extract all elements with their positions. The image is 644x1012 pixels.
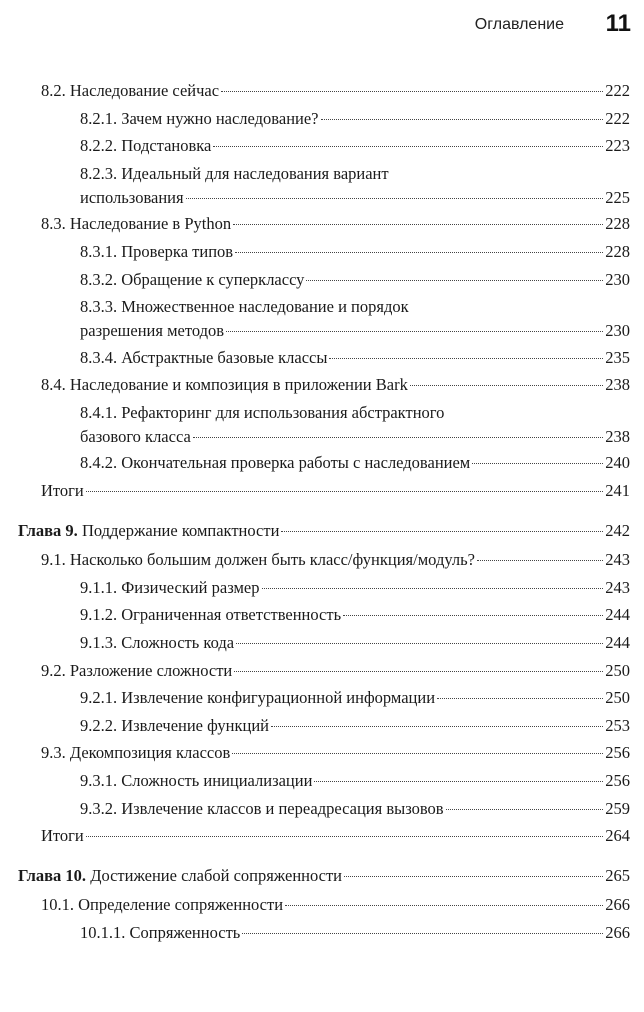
dot-leader bbox=[86, 836, 603, 837]
toc-entry[interactable] bbox=[80, 631, 630, 655]
chapter-label: Глава 9. bbox=[18, 520, 78, 540]
dot-leader bbox=[235, 252, 603, 253]
toc-page-number: 238 bbox=[605, 426, 630, 446]
toc-entry[interactable] bbox=[41, 741, 630, 765]
toc-entry[interactable] bbox=[80, 714, 630, 738]
toc-entry-title: 10.1. Определение сопряженности bbox=[41, 895, 284, 915]
toc-page-number: 243 bbox=[605, 550, 630, 570]
toc-page-number: 244 bbox=[605, 632, 630, 652]
toc-page-number: 253 bbox=[605, 715, 630, 735]
toc-entry[interactable] bbox=[80, 107, 630, 131]
toc-entry-title bbox=[18, 519, 279, 543]
toc-page-number: 228 bbox=[605, 241, 630, 261]
toc-entry-title: 8.3. Наследование в Python bbox=[41, 214, 232, 234]
toc-entry-title: 9.3.1. Сложность инициализации bbox=[80, 770, 313, 790]
dot-leader bbox=[306, 280, 603, 281]
toc-page-number: 250 bbox=[605, 688, 630, 708]
toc-entry[interactable] bbox=[80, 921, 630, 945]
dot-leader bbox=[321, 119, 604, 120]
dot-leader bbox=[234, 671, 603, 672]
toc-entry-title: 9.2.1. Извлечение конфигурационной информации bbox=[80, 688, 436, 708]
toc-entry[interactable] bbox=[80, 346, 630, 370]
toc-entry[interactable] bbox=[80, 134, 630, 158]
toc-entry-title-line: 8.2.3. Идеальный для наследования вариант bbox=[80, 163, 389, 183]
toc-entry[interactable] bbox=[41, 893, 630, 917]
dot-leader bbox=[410, 385, 603, 386]
toc-page-number: 256 bbox=[605, 743, 630, 763]
toc-entry[interactable] bbox=[18, 864, 630, 888]
toc-entry-title: 9.3. Декомпозиция классов bbox=[41, 743, 231, 763]
toc-entry[interactable] bbox=[80, 769, 630, 793]
toc-entry[interactable] bbox=[80, 576, 630, 600]
toc-entry[interactable] bbox=[18, 519, 630, 543]
toc-entry[interactable] bbox=[41, 659, 630, 683]
toc-page-number: 259 bbox=[605, 798, 630, 818]
toc-entry-title: 9.1. Насколько большим должен быть класс/функция/модуль? bbox=[41, 550, 475, 570]
dot-leader bbox=[446, 809, 604, 810]
toc-page-number: 222 bbox=[605, 108, 630, 128]
toc-entry[interactable] bbox=[80, 162, 630, 210]
toc-page-number: 241 bbox=[605, 480, 630, 500]
toc-entry-title: 9.1.2. Ограниченная ответственность bbox=[80, 605, 342, 625]
toc-entry-title bbox=[18, 864, 342, 888]
toc-entry-title: 8.4.2. Окончательная проверка работы с наследованием bbox=[80, 453, 471, 473]
toc-entry[interactable] bbox=[41, 824, 630, 848]
dot-leader bbox=[437, 698, 603, 699]
toc-entry-title: разрешения методов bbox=[80, 321, 225, 341]
toc-entry-title: 9.2.2. Извлечение функций bbox=[80, 715, 270, 735]
toc-page-number: 222 bbox=[605, 81, 630, 100]
chapter-title: Достижение слабой сопряженности bbox=[90, 865, 342, 885]
dot-leader bbox=[343, 615, 603, 616]
toc-page-number: 238 bbox=[605, 375, 630, 395]
toc-entry-title: Итоги bbox=[41, 480, 84, 500]
running-header-title: Оглавление bbox=[474, 16, 564, 33]
toc-entry-title: 8.2.1. Зачем нужно наследование? bbox=[80, 108, 319, 128]
page-number: 11 bbox=[605, 10, 631, 37]
toc-entry[interactable] bbox=[41, 79, 630, 103]
toc-entry[interactable] bbox=[41, 479, 630, 503]
toc-entry-title: базового класса bbox=[80, 426, 191, 446]
toc-entry-title: 9.1.1. Физический размер bbox=[80, 577, 260, 597]
toc-page-number: 228 bbox=[605, 214, 630, 234]
toc-entry-title: использования bbox=[80, 187, 184, 207]
toc-entry-title: 9.1.3. Сложность кода bbox=[80, 632, 235, 652]
toc-page-number: 266 bbox=[605, 895, 630, 915]
toc-entry-title: 8.3.1. Проверка типов bbox=[80, 241, 234, 261]
toc-entry-title: 8.2.2. Подстановка bbox=[80, 136, 212, 156]
toc-entry[interactable] bbox=[80, 603, 630, 627]
dot-leader bbox=[233, 224, 603, 225]
toc-entry[interactable] bbox=[80, 295, 630, 343]
toc-page-number: 230 bbox=[605, 269, 630, 289]
toc-entry-title: 8.2. Наследование сейчас bbox=[41, 81, 220, 100]
toc-entry[interactable] bbox=[41, 373, 630, 397]
toc-entry-title-line: 8.3.3. Множественное наследование и порядок bbox=[80, 297, 409, 317]
dot-leader bbox=[285, 905, 603, 906]
toc-page-number: 250 bbox=[605, 660, 630, 680]
dot-leader bbox=[221, 91, 603, 92]
dot-leader bbox=[271, 726, 603, 727]
dot-leader bbox=[472, 463, 603, 464]
toc-page-number: 242 bbox=[605, 520, 630, 540]
dot-leader bbox=[232, 753, 603, 754]
toc-page-number: 240 bbox=[605, 453, 630, 473]
toc-page-number: 230 bbox=[605, 321, 630, 341]
dot-leader bbox=[281, 531, 603, 532]
toc-page-number: 266 bbox=[605, 922, 630, 942]
dot-leader bbox=[226, 331, 603, 332]
toc-entry-title: 9.3.2. Извлечение классов и переадресация вызовов bbox=[80, 798, 444, 818]
toc-entry[interactable] bbox=[41, 548, 630, 572]
toc-page-number: 264 bbox=[605, 826, 630, 846]
dot-leader bbox=[213, 146, 603, 147]
toc-page-number: 225 bbox=[605, 187, 630, 207]
toc-entry-title-line: 8.4.1. Рефакторинг для использования абстрактного bbox=[80, 402, 445, 422]
toc-entry[interactable] bbox=[80, 240, 630, 264]
chapter-title: Поддержание компактности bbox=[81, 520, 280, 540]
toc-entry[interactable] bbox=[41, 212, 630, 236]
dot-leader bbox=[314, 781, 603, 782]
dot-leader bbox=[477, 560, 603, 561]
toc-entry-title: 9.2. Разложение сложности bbox=[41, 660, 233, 680]
toc-page-number: 223 bbox=[605, 136, 630, 156]
toc-page-number: 256 bbox=[605, 770, 630, 790]
toc-page-number: 235 bbox=[605, 347, 630, 367]
toc-entry-title: Итоги bbox=[41, 826, 84, 846]
toc-entry-title: 10.1.1. Сопряженность bbox=[80, 922, 241, 942]
dot-leader bbox=[262, 588, 604, 589]
toc-page-number: 244 bbox=[605, 605, 630, 625]
toc-entry-title: 8.3.2. Обращение к суперклассу bbox=[80, 269, 305, 289]
toc-entry[interactable] bbox=[80, 797, 630, 821]
toc-entry[interactable] bbox=[80, 686, 630, 710]
dot-leader bbox=[344, 876, 603, 877]
toc-entry[interactable] bbox=[80, 401, 630, 449]
toc-entry[interactable] bbox=[80, 268, 630, 292]
dot-leader bbox=[329, 358, 603, 359]
dot-leader bbox=[193, 437, 603, 438]
dot-leader bbox=[236, 643, 603, 644]
dot-leader bbox=[186, 198, 604, 199]
chapter-label: Глава 10. bbox=[18, 865, 87, 885]
running-header bbox=[0, 10, 644, 40]
dot-leader bbox=[242, 933, 603, 934]
toc-entry[interactable] bbox=[80, 451, 630, 475]
dot-leader bbox=[86, 491, 603, 492]
toc-entry-title: 8.3.4. Абстрактные базовые классы bbox=[80, 347, 328, 367]
toc-page-number: 265 bbox=[605, 865, 630, 885]
toc-page-number: 243 bbox=[605, 577, 630, 597]
toc-entry-title: 8.4. Наследование и композиция в приложении Bark bbox=[41, 375, 408, 395]
